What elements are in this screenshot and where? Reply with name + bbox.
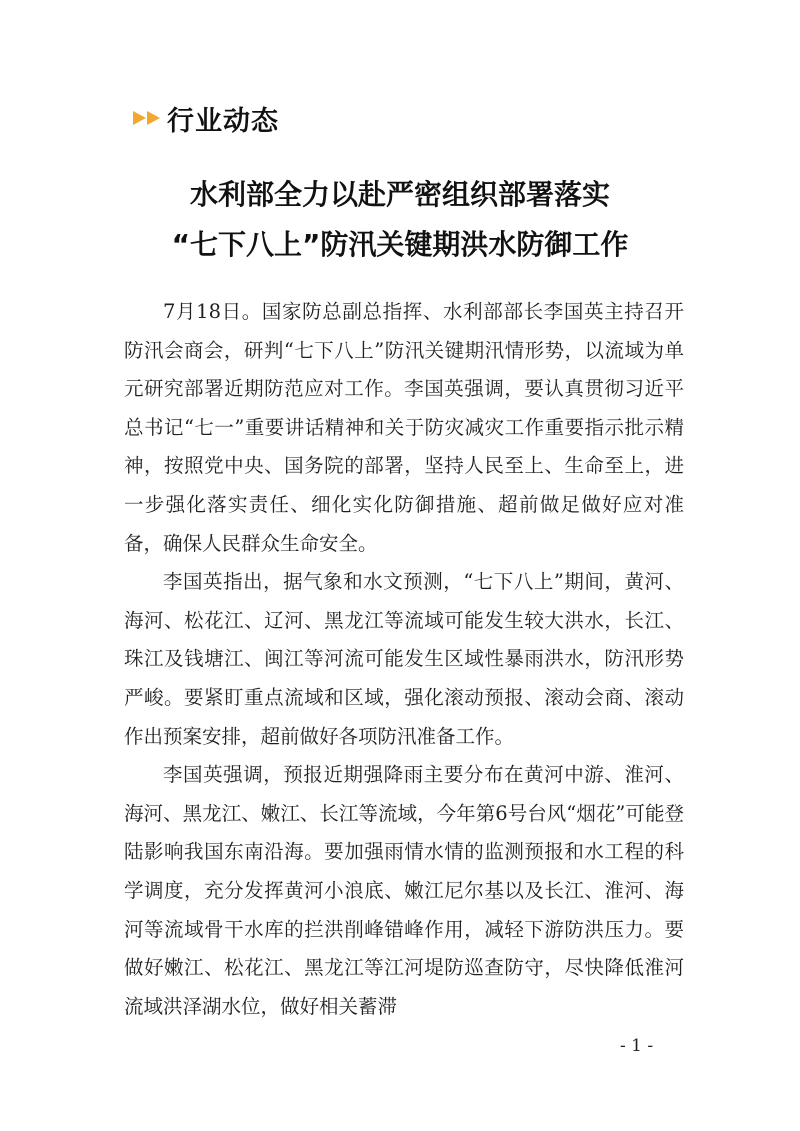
- page-number: - 1 -: [620, 1036, 654, 1056]
- article-title-line-1: 水利部全力以赴严密组织部署落实: [189, 178, 610, 211]
- paragraph-1: 7月18日。国家防总副总指挥、水利部部长李国英主持召开防汛会商会，研判“七下八上”防汛关键期汛情形势，以流域为单元研究部署近期防范应对工作。李国英强调，要认真贯彻习近平总书记“七一”重要讲话精神和关于防灾减灾工作重要指示批示精神，按照党中央、国务院的部署，坚持人民至上、生命至上，进一步强化落实责任、细化实化防御措施、超前做足做好应对准备，确保人民群众生命安全。: [124, 300, 684, 555]
- paragraph-2: 李国英指出，据气象和水文预测，“七下八上”期间，黄河、海河、松花江、辽河、黑龙江等流域可能发生较大洪水，长江、珠江及钱塘江、闽江等河流可能发生区域性暴雨洪水，防汛形势严峻。要紧盯重点流域和区域，强化滚动预报、滚动会商、滚动作出预案安排，超前做好各项防汛准备工作。: [124, 570, 684, 748]
- arrow-shape: [133, 111, 146, 125]
- paragraph-3: 李国英强调，预报近期强降雨主要分布在黄河中游、淮河、海河、黑龙江、嫩江、长江等流域，今年第6号台风“烟花”可能登陆影响我国东南沿海。要加强雨情水情的监测预报和水工程的科学调度，充分发挥黄河小浪底、嫩江尼尔基以及长江、淮河、海河等流域骨干水库的拦洪削峰错峰作用，减轻下游防洪压力。要做好嫩江、松花江、黑龙江等江河堤防巡查防守，尽快降低淮河流域洪泽湖水位，做好相关蓄滞: [124, 763, 684, 1018]
- section-header: [133, 98, 279, 138]
- article-body: [124, 293, 684, 1026]
- article-title-line-2: “七下八上”防汛关键期洪水防御工作: [171, 228, 629, 261]
- section-title: 行业动态: [167, 105, 279, 137]
- double-arrow-icon: [133, 111, 161, 125]
- article-title: [0, 170, 800, 270]
- arrow-shape: [147, 111, 160, 125]
